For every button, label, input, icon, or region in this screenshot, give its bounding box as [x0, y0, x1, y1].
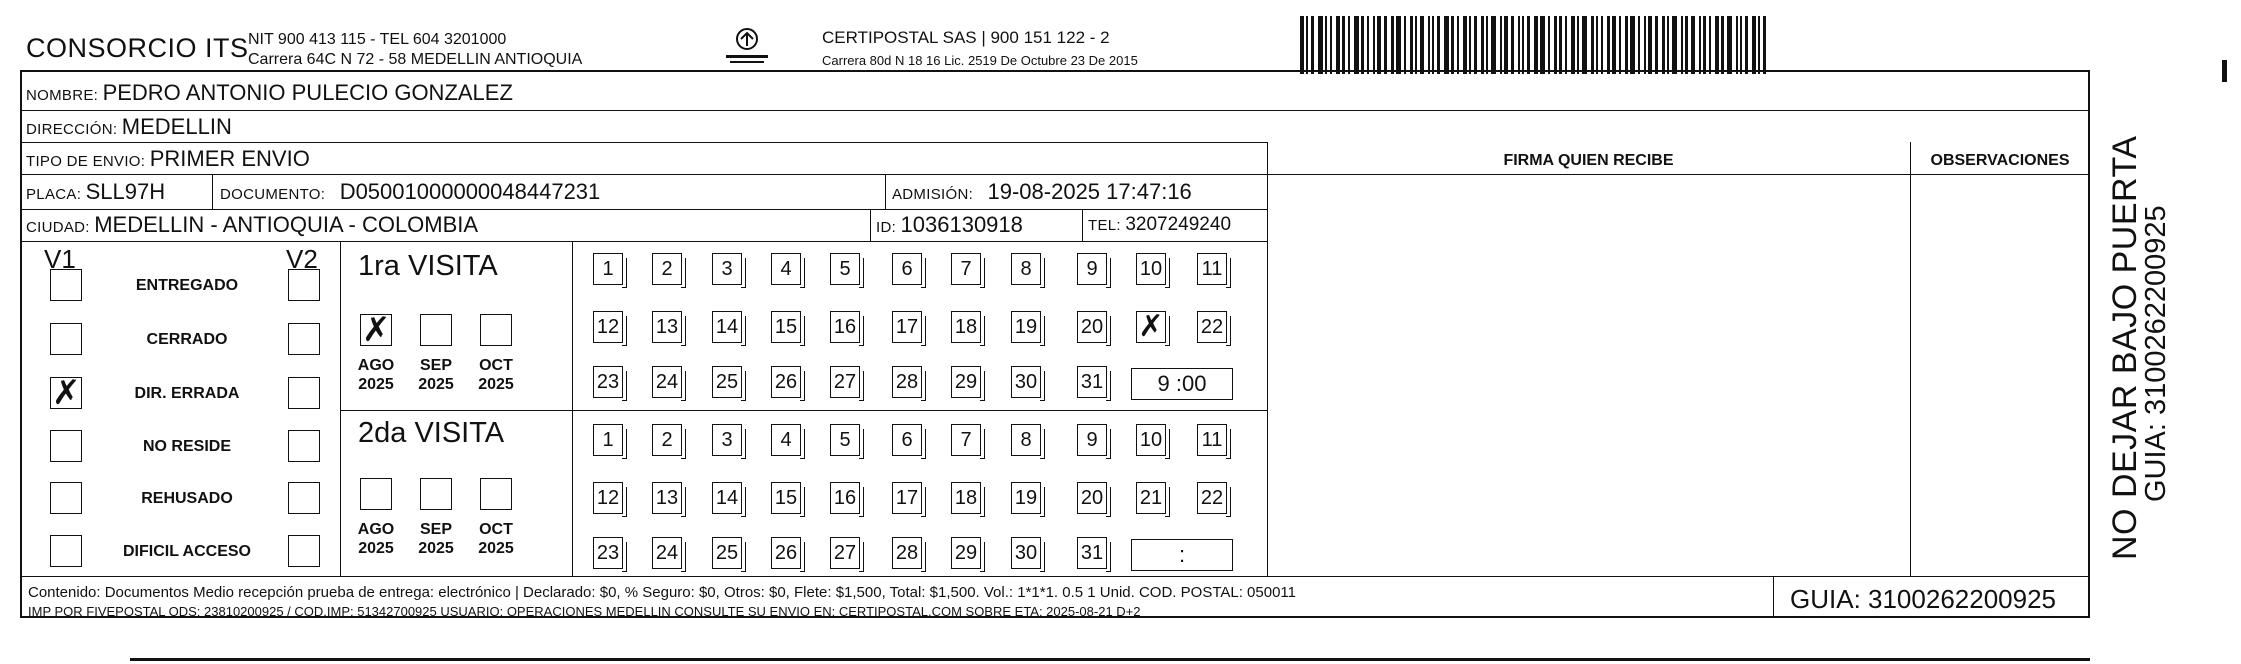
barcode-bar: [1300, 16, 1304, 74]
second-visit-day-box[interactable]: 1: [593, 424, 623, 456]
second-visit-day-box[interactable]: 9: [1077, 424, 1107, 456]
barcode-bar: [1518, 16, 1520, 74]
no-dejar-bajo-puerta: NO DEJAR BAJO PUERTA: [2106, 135, 2144, 560]
tel-field: [1088, 214, 1231, 236]
barcode-bar: [1486, 16, 1488, 74]
nombre-label: NOMBRE:: [26, 87, 99, 104]
v2-checkbox[interactable]: [288, 323, 320, 355]
barcode-bar: [1420, 16, 1424, 74]
barcode-bar: [1318, 16, 1323, 74]
barcode-bar: [1681, 16, 1683, 74]
second-visit-day-box[interactable]: 19: [1011, 482, 1041, 514]
barcode-bar: [1745, 16, 1748, 74]
company-nit: NIT 900 413 115 - TEL 604 3201000: [248, 31, 507, 48]
v1-checkbox[interactable]: [50, 482, 82, 514]
status-label: CERRADO: [146, 331, 228, 348]
second-visit-day-box[interactable]: 2: [652, 424, 682, 456]
v2-checkbox[interactable]: [288, 535, 320, 567]
first-visit-day-box[interactable]: 1: [593, 253, 623, 285]
barcode-bar: [1444, 16, 1449, 74]
certipostal-line2: Carrera 80d N 18 16 Lic. 2519 De Octubre 23 De 2015: [822, 53, 1138, 68]
second-visit-day-box[interactable]: 8: [1011, 424, 1041, 456]
status-label: REHUSADO: [141, 490, 233, 507]
barcode-bar: [1474, 16, 1477, 74]
second-visit-title: 2da VISITA: [358, 417, 505, 449]
v1-checkbox[interactable]: [50, 535, 82, 567]
certipostal-logo: [722, 26, 772, 70]
barcode-bar: [1715, 16, 1719, 74]
observaciones-area[interactable]: [1911, 176, 2089, 574]
documento-value: D05001000000048447231: [339, 179, 601, 204]
barcode-bar: [1648, 16, 1652, 74]
v2-label: V2: [286, 244, 318, 274]
first-visit-day-box[interactable]: 9: [1077, 253, 1107, 285]
second-visit-day-box[interactable]: 6: [892, 424, 922, 456]
first-visit-month-label: SEP 2025: [418, 357, 454, 393]
documento-field: [220, 179, 600, 205]
second-visit-month-label: SEP 2025: [418, 521, 454, 557]
first-visit-day-box[interactable]: [1136, 311, 1166, 343]
v1-checkbox[interactable]: [50, 430, 82, 462]
second-visit-day-box[interactable]: 17: [892, 482, 922, 514]
barcode-bar: [1522, 16, 1524, 74]
barcode-bar: [1361, 16, 1364, 74]
second-visit-month-checkbox[interactable]: [480, 478, 512, 510]
barcode-bar: [1500, 16, 1502, 74]
first-visit-day-box[interactable]: 5: [830, 253, 860, 285]
first-visit-day-box[interactable]: 15: [771, 311, 801, 343]
footer-guia: GUIA: 3100262200925: [1790, 584, 2056, 614]
barcode-bar: [1565, 16, 1567, 74]
first-visit-day-box[interactable]: 4: [771, 253, 801, 285]
side-guia: GUIA: 3100262200925: [2140, 205, 2172, 502]
footer-line1: Contenido: Documentos Medio recepción prueba de entrega: electrónico | Declarado: $0, % Seguro: $0, Otros: $0, Flete: $1,500, Total: $1,500. Vol.: 1*1*1. 0.5 1 Unid. COD. POSTAL: 050011: [28, 584, 1296, 601]
company-address: Carrera 64C N 72 - 58 MEDELLIN ANTIOQUIA: [248, 51, 583, 68]
barcode-bar: [1481, 16, 1484, 74]
barcode-bar: [1504, 16, 1508, 74]
id-label: ID:: [876, 219, 897, 236]
first-visit-day-box[interactable]: 13: [652, 311, 682, 343]
second-visit-day-box[interactable]: 24: [652, 537, 682, 569]
barcode-bar: [1752, 16, 1756, 74]
barcode-bar: [1491, 16, 1496, 74]
barcode-bar: [1662, 16, 1665, 74]
ciudad-label: CIUDAD:: [26, 219, 90, 236]
ciudad-field: [26, 212, 478, 238]
tel-value: 3207249240: [1125, 214, 1232, 235]
barcode-bar: [1330, 16, 1332, 74]
first-visit-day-box[interactable]: 30: [1011, 366, 1041, 398]
footer-line2: IMP POR FIVEPOSTAL ODS: 23810200925 / COD.IMP: 51342700925 USUARIO: OPERACIONES MEDELLIN CONSULTE SU ENVIO EN: CERTIPOSTAL.COM SOBRE ETA: 2025-08-21 D+2: [28, 604, 1141, 619]
barcode-bar: [1582, 16, 1587, 74]
status-label: DIR. ERRADA: [134, 385, 240, 402]
barcode-bar: [1325, 16, 1327, 74]
barcode-bar: [1630, 16, 1635, 74]
barcode-bar: [1404, 16, 1406, 74]
placa-field: [26, 179, 165, 205]
second-visit-day-box[interactable]: 18: [951, 482, 981, 514]
barcode-bar: [1377, 16, 1381, 74]
barcode-bar: [1428, 16, 1430, 74]
first-visit-day-box[interactable]: 7: [951, 253, 981, 285]
second-visit-day-box[interactable]: 22: [1197, 482, 1227, 514]
first-visit-day-box[interactable]: 29: [951, 366, 981, 398]
barcode-bar: [1415, 16, 1417, 74]
second-visit-day-box[interactable]: 31: [1077, 537, 1107, 569]
barcode-bar: [1607, 16, 1610, 74]
barcode-bar: [1559, 16, 1562, 74]
second-visit-month-label: OCT 2025: [478, 521, 514, 557]
second-visit-day-box[interactable]: 13: [652, 482, 682, 514]
barcode: [1300, 16, 1930, 74]
tipo-envio-value: PRIMER ENVIO: [149, 146, 310, 171]
id-value: 1036130918: [900, 212, 1023, 237]
first-visit-day-box[interactable]: 10: [1136, 253, 1166, 285]
status-label: NO RESIDE: [142, 438, 231, 455]
tipo-envio-label: TIPO DE ENVIO:: [26, 153, 146, 170]
barcode-bar: [1740, 16, 1742, 74]
first-visit-day-box[interactable]: 8: [1011, 253, 1041, 285]
barcode-bar: [1758, 16, 1760, 74]
barcode-bar: [1727, 16, 1732, 74]
barcode-bar: [1571, 16, 1575, 74]
barcode-bar: [1577, 16, 1579, 74]
first-visit-day-box[interactable]: 31: [1077, 366, 1107, 398]
second-visit-month-checkbox[interactable]: [360, 478, 392, 510]
first-visit-day-mark: ✗: [1138, 309, 1164, 344]
barcode-bar: [1644, 16, 1646, 74]
nombre-field: [26, 80, 513, 106]
barcode-bar: [1548, 16, 1550, 74]
barcode-bar: [1721, 16, 1724, 74]
second-visit-day-box[interactable]: 7: [951, 424, 981, 456]
second-visit-day-box[interactable]: 23: [593, 537, 623, 569]
barcode-bar: [1457, 16, 1459, 74]
status-label: ENTREGADO: [135, 277, 239, 294]
barcode-bar: [1638, 16, 1640, 74]
first-visit-day-box[interactable]: 16: [830, 311, 860, 343]
direccion-label: DIRECCIÓN:: [26, 121, 118, 138]
v1-check-mark: ✗: [52, 373, 81, 413]
barcode-bar: [1306, 16, 1308, 74]
direccion-value: MEDELLIN: [121, 114, 232, 139]
barcode-bar: [1367, 16, 1369, 74]
first-visit-month-mark: ✗: [362, 310, 391, 350]
second-visit-month-checkbox[interactable]: [420, 478, 452, 510]
barcode-bar: [1540, 16, 1545, 74]
barcode-bar: [1384, 16, 1387, 74]
barcode-bar: [1699, 16, 1701, 74]
barcode-bar: [1348, 16, 1350, 74]
admision-value: 19-08-2025 17:47:16: [987, 179, 1192, 204]
barcode-bar: [1534, 16, 1538, 74]
barcode-bar: [1527, 16, 1530, 74]
first-visit-day-box[interactable]: 3: [712, 253, 742, 285]
first-visit-title: 1ra VISITA: [358, 250, 498, 282]
barcode-bar: [1342, 16, 1345, 74]
barcode-bar: [1703, 16, 1706, 74]
barcode-bar: [1591, 16, 1594, 74]
barcode-bar: [1601, 16, 1603, 74]
barcode-bar: [1391, 16, 1394, 74]
first-visit-day-box[interactable]: 24: [652, 366, 682, 398]
v2-checkbox[interactable]: [288, 269, 320, 301]
first-visit-day-box[interactable]: 20: [1077, 311, 1107, 343]
second-visit-day-box[interactable]: 12: [593, 482, 623, 514]
barcode-bar: [1691, 16, 1695, 74]
barcode-bar: [1354, 16, 1359, 74]
second-visit-day-box[interactable]: 5: [830, 424, 860, 456]
first-visit-month-checkbox[interactable]: [420, 314, 452, 346]
bottom-rule: [130, 658, 2090, 661]
observaciones-label: OBSERVACIONES: [1930, 152, 2070, 169]
barcode-bar: [1451, 16, 1454, 74]
first-visit-day-box[interactable]: 28: [892, 366, 922, 398]
second-visit-day-box[interactable]: 10: [1136, 424, 1166, 456]
first-visit-day-box[interactable]: 14: [712, 311, 742, 343]
second-visit-day-box[interactable]: 26: [771, 537, 801, 569]
second-visit-day-box[interactable]: 20: [1077, 482, 1107, 514]
barcode-bar: [1410, 16, 1413, 74]
tel-label: TEL:: [1088, 217, 1121, 234]
placa-label: PLACA:: [26, 186, 82, 203]
barcode-bar: [1619, 16, 1621, 74]
second-visit-day-box[interactable]: 29: [951, 537, 981, 569]
nombre-value: PEDRO ANTONIO PULECIO GONZALEZ: [102, 80, 513, 105]
first-visit-month-label: AGO 2025: [357, 357, 395, 393]
v1-checkbox[interactable]: [50, 269, 82, 301]
second-visit-day-box[interactable]: 30: [1011, 537, 1041, 569]
first-visit-day-box[interactable]: 2: [652, 253, 682, 285]
firma-label: FIRMA QUIEN RECIBE: [1503, 152, 1674, 169]
second-visit-day-box[interactable]: 3: [712, 424, 742, 456]
first-visit-day-box[interactable]: 6: [892, 253, 922, 285]
barcode-bar: [1736, 16, 1738, 74]
tipo-envio-field: [26, 146, 310, 172]
barcode-bar: [1311, 16, 1314, 74]
barcode-bar: [1554, 16, 1557, 74]
first-visit-month-checkbox[interactable]: [480, 314, 512, 346]
barcode-bar: [1612, 16, 1616, 74]
second-visit-month-label: AGO 2025: [357, 521, 395, 557]
second-visit-day-box[interactable]: 14: [712, 482, 742, 514]
certipostal-line1: CERTIPOSTAL SAS | 900 151 122 - 2: [822, 28, 1110, 47]
barcode-bar: [1709, 16, 1711, 74]
edge-mark: [2222, 60, 2227, 82]
barcode-bar: [1336, 16, 1340, 74]
first-visit-day-box[interactable]: 22: [1197, 311, 1227, 343]
documento-label: DOCUMENTO:: [220, 186, 326, 203]
v1-label: V1: [44, 244, 76, 274]
second-visit-time-box[interactable]: :: [1131, 539, 1233, 571]
admision-label: ADMISIÓN:: [892, 186, 974, 203]
barcode-bar: [1625, 16, 1628, 74]
admision-field: [892, 179, 1192, 205]
v2-checkbox[interactable]: [288, 430, 320, 462]
second-visit-day-box[interactable]: 15: [771, 482, 801, 514]
barcode-bar: [1437, 16, 1440, 74]
direccion-field: [26, 114, 232, 140]
first-visit-day-box[interactable]: 11: [1197, 253, 1227, 285]
first-visit-day-box[interactable]: 26: [771, 366, 801, 398]
second-visit-day-box[interactable]: 21: [1136, 482, 1166, 514]
v2-checkbox[interactable]: [288, 377, 320, 409]
id-field: [876, 212, 1023, 238]
first-visit-day-box[interactable]: 12: [593, 311, 623, 343]
barcode-bar: [1396, 16, 1401, 74]
barcode-bar: [1511, 16, 1514, 74]
placa-value: SLL97H: [85, 179, 166, 204]
second-visit-day-box[interactable]: 4: [771, 424, 801, 456]
second-visit-day-box[interactable]: 11: [1197, 424, 1227, 456]
first-visit-time-box[interactable]: 9 :00: [1131, 368, 1233, 400]
second-visit-day-box[interactable]: 25: [712, 537, 742, 569]
barcode-bar: [1596, 16, 1598, 74]
barcode-bar: [1685, 16, 1688, 74]
second-visit-day-box[interactable]: 16: [830, 482, 860, 514]
first-visit-day-box[interactable]: 18: [951, 311, 981, 343]
barcode-bar: [1667, 16, 1669, 74]
second-visit-day-box[interactable]: 27: [830, 537, 860, 569]
company-name: CONSORCIO ITS: [26, 33, 249, 63]
firma-area[interactable]: [1268, 176, 1908, 574]
ciudad-value: MEDELLIN - ANTIOQUIA - COLOMBIA: [94, 212, 479, 237]
barcode-bar: [1763, 16, 1766, 74]
first-visit-month-label: OCT 2025: [478, 357, 514, 393]
v1-checkbox[interactable]: [50, 323, 82, 355]
first-visit-day-box[interactable]: 23: [593, 366, 623, 398]
barcode-bar: [1463, 16, 1467, 74]
v2-checkbox[interactable]: [288, 482, 320, 514]
barcode-bar: [1432, 16, 1434, 74]
first-visit-day-box[interactable]: 25: [712, 366, 742, 398]
barcode-bar: [1672, 16, 1677, 74]
barcode-bar: [1655, 16, 1658, 74]
barcode-bar: [1373, 16, 1375, 74]
second-visit-day-box[interactable]: 28: [892, 537, 922, 569]
barcode-bar: [1469, 16, 1471, 74]
first-visit-day-box[interactable]: 17: [892, 311, 922, 343]
first-visit-day-box[interactable]: 27: [830, 366, 860, 398]
first-visit-day-box[interactable]: 19: [1011, 311, 1041, 343]
status-label: DIFICIL ACCESO: [122, 543, 251, 560]
